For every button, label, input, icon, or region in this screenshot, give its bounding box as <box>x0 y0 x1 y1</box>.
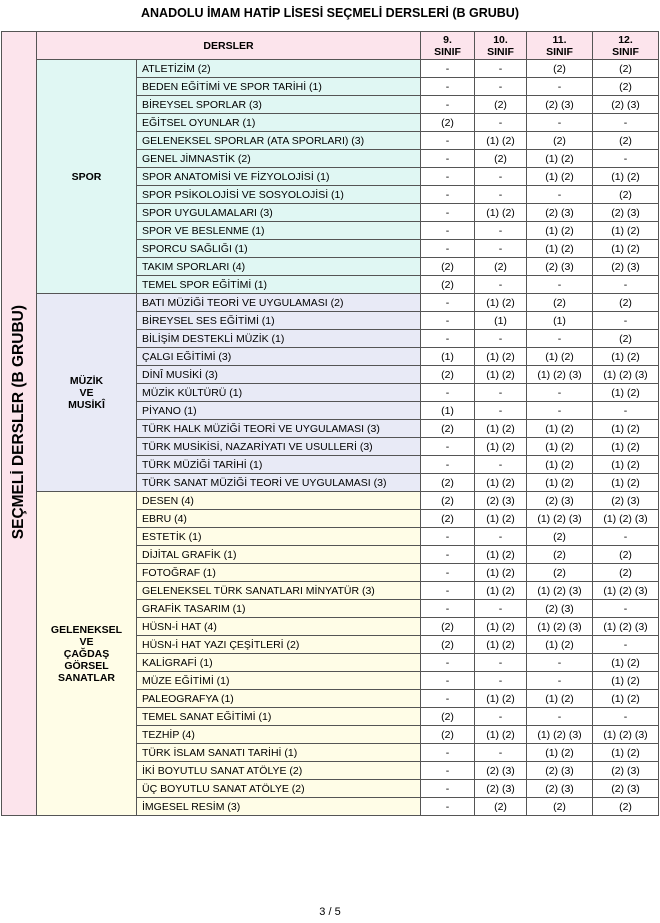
grade-value-9: - <box>421 384 475 402</box>
grade-value-9: - <box>421 330 475 348</box>
course-name: DİJİTAL GRAFİK (1) <box>137 546 421 564</box>
grade-value-10: - <box>475 114 527 132</box>
grade-value-11: (2) (3) <box>527 492 593 510</box>
grade-value-10: (1) (2) <box>475 564 527 582</box>
course-name: BİREYSEL SES EĞİTİMİ (1) <box>137 312 421 330</box>
category-cell <box>37 294 137 492</box>
grade-value-9: - <box>421 600 475 618</box>
grade-value-11: (2) <box>527 132 593 150</box>
grade-value-10: (1) (2) <box>475 636 527 654</box>
grade-value-9: - <box>421 438 475 456</box>
grade-value-12: (2) <box>593 186 659 204</box>
grade-value-9: - <box>421 78 475 96</box>
grade-value-10: - <box>475 654 527 672</box>
grade-value-11: - <box>527 402 593 420</box>
grade-value-10: - <box>475 330 527 348</box>
grade-value-10: - <box>475 276 527 294</box>
grade-value-9: (2) <box>421 618 475 636</box>
grade-value-12: (2) <box>593 330 659 348</box>
grade-value-10: - <box>475 600 527 618</box>
grade-value-10: (2) <box>475 96 527 114</box>
grade-value-11: (1) (2) <box>527 168 593 186</box>
grade-value-10: (1) (2) <box>475 726 527 744</box>
grade-value-11: (1) (2) (3) <box>527 510 593 528</box>
course-name: BATI MÜZİĞİ TEORİ VE UYGULAMASI (2) <box>137 294 421 312</box>
grade-value-11: (1) (2) <box>527 474 593 492</box>
category-label-line: SANATLAR <box>58 671 115 684</box>
grade-value-12: - <box>593 276 659 294</box>
grade-value-12: - <box>593 402 659 420</box>
grade-value-9: - <box>421 690 475 708</box>
grade-value-12: (1) (2) (3) <box>593 726 659 744</box>
grade-value-12: (1) (2) <box>593 240 659 258</box>
grade-value-12: (1) (2) <box>593 348 659 366</box>
course-name: GELENEKSEL TÜRK SANATLARI MİNYATÜR (3) <box>137 582 421 600</box>
grade-value-12: (2) (3) <box>593 762 659 780</box>
category-cell <box>37 60 137 294</box>
page-title: ANADOLU İMAM HATİP LİSESİ SEÇMELİ DERSLERİ (B GRUBU) <box>140 6 519 20</box>
grade-value-10: (1) (2) <box>475 582 527 600</box>
course-name: TÜRK İSLAM SANATI TARİHİ (1) <box>137 744 421 762</box>
grade-value-10: (2) (3) <box>475 780 527 798</box>
grade-value-11: (1) (2) <box>527 438 593 456</box>
course-name: HÜSN-İ HAT (4) <box>137 618 421 636</box>
course-name: ESTETİK (1) <box>137 528 421 546</box>
course-name: HÜSN-İ HAT YAZI ÇEŞİTLERİ (2) <box>137 636 421 654</box>
grade-value-12: (1) (2) <box>593 744 659 762</box>
grade-value-11: (2) (3) <box>527 204 593 222</box>
grade-value-12: - <box>593 708 659 726</box>
grade-value-10: - <box>475 744 527 762</box>
grade-value-11: (1) (2) (3) <box>527 618 593 636</box>
grade-value-12: (2) (3) <box>593 492 659 510</box>
grade-value-9: - <box>421 60 475 78</box>
course-name: TÜRK HALK MÜZİĞİ TEORİ VE UYGULAMASI (3) <box>137 420 421 438</box>
course-row <box>2 60 659 78</box>
grade-value-10: - <box>475 78 527 96</box>
grade-value-10: (1) (2) <box>475 204 527 222</box>
grade-value-12: (1) (2) (3) <box>593 366 659 384</box>
grade-value-11: (1) (2) <box>527 636 593 654</box>
course-name: SPOR UYGULAMALARI (3) <box>137 204 421 222</box>
grade-value-10: (2) <box>475 150 527 168</box>
header-grade-10: 10. SINIF <box>475 32 527 60</box>
grade-value-10: (1) (2) <box>475 546 527 564</box>
course-name: İKİ BOYUTLU SANAT ATÖLYE (2) <box>137 762 421 780</box>
course-name: İMGESEL RESİM (3) <box>137 798 421 816</box>
grade-value-10: - <box>475 186 527 204</box>
grade-value-9: - <box>421 204 475 222</box>
grade-value-9: (2) <box>421 366 475 384</box>
grade-value-12: (1) (2) (3) <box>593 618 659 636</box>
grade-value-11: (2) (3) <box>527 258 593 276</box>
grade-value-12: (2) <box>593 132 659 150</box>
grade-value-11: (1) (2) <box>527 744 593 762</box>
grade-value-10: - <box>475 672 527 690</box>
grade-value-10: - <box>475 384 527 402</box>
course-name: BİREYSEL SPORLAR (3) <box>137 96 421 114</box>
grade-value-11: - <box>527 708 593 726</box>
course-name: BİLİŞİM DESTEKLİ MÜZİK (1) <box>137 330 421 348</box>
grade-value-10: (1) <box>475 312 527 330</box>
grade-value-10: (1) (2) <box>475 132 527 150</box>
grade-value-9: (2) <box>421 636 475 654</box>
grade-value-10: (2) (3) <box>475 762 527 780</box>
grade-value-10: - <box>475 528 527 546</box>
grade-value-10: (1) (2) <box>475 438 527 456</box>
grade-value-9: - <box>421 780 475 798</box>
category-label-line: ÇAĞDAŞ <box>63 647 110 660</box>
grade-value-11: - <box>527 78 593 96</box>
grade-value-9: - <box>421 654 475 672</box>
course-name: TEMEL SANAT EĞİTİMİ (1) <box>137 708 421 726</box>
grade-value-9: (2) <box>421 474 475 492</box>
course-name: BEDEN EĞİTİMİ VE SPOR TARİHİ (1) <box>137 78 421 96</box>
grade-value-11: - <box>527 672 593 690</box>
elective-courses-table <box>1 31 659 816</box>
category-label-line: GÖRSEL <box>64 659 109 672</box>
grade-value-11: (2) <box>527 528 593 546</box>
course-name: ATLETİZİM (2) <box>137 60 421 78</box>
grade-value-9: (1) <box>421 348 475 366</box>
grade-value-9: - <box>421 744 475 762</box>
grade-value-11: (1) (2) (3) <box>527 726 593 744</box>
grade-value-9: - <box>421 546 475 564</box>
course-name: DİNÎ MUSİKİ (3) <box>137 366 421 384</box>
course-name: EĞİTSEL OYUNLAR (1) <box>137 114 421 132</box>
course-name: GELENEKSEL SPORLAR (ATA SPORLARI) (3) <box>137 132 421 150</box>
header-grade-11: 11. SINIF <box>527 32 593 60</box>
course-name: ÇALGI EĞİTİMİ (3) <box>137 348 421 366</box>
course-row <box>2 294 659 312</box>
grade-value-12: (1) (2) <box>593 222 659 240</box>
grade-value-9: (2) <box>421 492 475 510</box>
grade-value-10: (2) <box>475 258 527 276</box>
grade-value-11: (2) (3) <box>527 600 593 618</box>
category-label-line: VE <box>79 635 94 648</box>
category-label-line: MÜZİK <box>69 374 104 387</box>
page-number: 3 / 5 <box>319 906 341 918</box>
grade-value-11: (2) <box>527 60 593 78</box>
grade-value-11: (2) <box>527 564 593 582</box>
grade-value-11: - <box>527 330 593 348</box>
grade-value-11: (1) <box>527 312 593 330</box>
grade-value-9: (2) <box>421 258 475 276</box>
course-name: TEZHİP (4) <box>137 726 421 744</box>
grade-value-12: (2) (3) <box>593 204 659 222</box>
grade-value-9: - <box>421 456 475 474</box>
course-name: SPORCU SAĞLIĞI (1) <box>137 240 421 258</box>
grade-value-10: - <box>475 240 527 258</box>
grade-value-12: (2) <box>593 564 659 582</box>
grade-value-12: (2) <box>593 78 659 96</box>
grade-value-12: (1) (2) <box>593 654 659 672</box>
grade-value-10: - <box>475 456 527 474</box>
grade-value-10: (1) (2) <box>475 618 527 636</box>
grade-value-11: - <box>527 654 593 672</box>
grade-value-10: (2) <box>475 798 527 816</box>
grade-value-10: (1) (2) <box>475 294 527 312</box>
grade-value-12: (2) (3) <box>593 258 659 276</box>
grade-value-12: (2) <box>593 60 659 78</box>
grade-value-9: (1) <box>421 402 475 420</box>
grade-value-12: (2) <box>593 294 659 312</box>
grade-value-11: (2) (3) <box>527 96 593 114</box>
category-label-line: VE <box>79 386 94 399</box>
grade-value-9: - <box>421 582 475 600</box>
course-name: FOTOĞRAF (1) <box>137 564 421 582</box>
grade-value-10: (1) (2) <box>475 510 527 528</box>
course-name: TÜRK MUSİKİSİ, NAZARİYATI VE USULLERİ (3) <box>137 438 421 456</box>
grade-value-12: (1) (2) <box>593 438 659 456</box>
grade-value-9: - <box>421 222 475 240</box>
grade-value-11: (2) <box>527 546 593 564</box>
grade-value-11: - <box>527 384 593 402</box>
course-name: MÜZE EĞİTİMİ (1) <box>137 672 421 690</box>
course-name: TÜRK MÜZİĞİ TARİHİ (1) <box>137 456 421 474</box>
grade-value-9: - <box>421 150 475 168</box>
grade-value-12: (2) <box>593 546 659 564</box>
grade-value-9: - <box>421 132 475 150</box>
course-name: PİYANO (1) <box>137 402 421 420</box>
grade-value-11: (1) (2) <box>527 222 593 240</box>
category-label-line: SPOR <box>71 170 102 183</box>
course-name: MÜZİK KÜLTÜRÜ (1) <box>137 384 421 402</box>
grade-value-9: - <box>421 762 475 780</box>
grade-value-9: - <box>421 168 475 186</box>
header-row <box>2 32 659 60</box>
grade-value-11: (1) (2) <box>527 420 593 438</box>
grade-value-10: - <box>475 168 527 186</box>
grade-value-12: - <box>593 528 659 546</box>
grade-value-9: (2) <box>421 420 475 438</box>
course-name: SPOR ANATOMİSİ VE FİZYOLOJİSİ (1) <box>137 168 421 186</box>
grade-value-12: - <box>593 150 659 168</box>
grade-value-11: (1) (2) <box>527 690 593 708</box>
grade-value-10: - <box>475 402 527 420</box>
category-label-line: MUSİKÎ <box>68 398 105 411</box>
grade-value-12: (1) (2) <box>593 420 659 438</box>
grade-value-12: (1) (2) <box>593 456 659 474</box>
grade-value-10: - <box>475 60 527 78</box>
grade-value-11: (1) (2) <box>527 240 593 258</box>
grade-value-11: - <box>527 114 593 132</box>
header-grade-9: 9. SINIF <box>421 32 475 60</box>
grade-value-11: (1) (2) <box>527 150 593 168</box>
course-name: TEMEL SPOR EĞİTİMİ (1) <box>137 276 421 294</box>
grade-value-12: (1) (2) <box>593 672 659 690</box>
grade-value-12: (1) (2) <box>593 474 659 492</box>
course-name: EBRU (4) <box>137 510 421 528</box>
grade-value-11: (2) <box>527 294 593 312</box>
grade-value-10: - <box>475 708 527 726</box>
grade-value-11: (1) (2) <box>527 348 593 366</box>
grade-value-11: (2) <box>527 798 593 816</box>
grade-value-12: (2) (3) <box>593 780 659 798</box>
grade-value-12: (2) <box>593 798 659 816</box>
category-label-line: GELENEKSEL <box>50 623 123 636</box>
course-name: KALİGRAFİ (1) <box>137 654 421 672</box>
grade-value-9: (2) <box>421 114 475 132</box>
grade-value-11: (1) (2) <box>527 456 593 474</box>
course-name: DESEN (4) <box>137 492 421 510</box>
grade-value-11: (2) (3) <box>527 780 593 798</box>
grade-value-11: (1) (2) (3) <box>527 366 593 384</box>
grade-value-9: - <box>421 312 475 330</box>
grade-value-10: (2) (3) <box>475 492 527 510</box>
grade-value-12: (2) (3) <box>593 96 659 114</box>
course-name: GRAFİK TASARIM (1) <box>137 600 421 618</box>
course-name: TAKIM SPORLARI (4) <box>137 258 421 276</box>
grade-value-9: - <box>421 564 475 582</box>
header-grade-12: 12. SINIF <box>593 32 659 60</box>
grade-value-12: - <box>593 114 659 132</box>
grade-value-12: - <box>593 636 659 654</box>
course-name: SPOR PSİKOLOJİSİ VE SOSYOLOJİSİ (1) <box>137 186 421 204</box>
course-name: PALEOGRAFYA (1) <box>137 690 421 708</box>
grade-value-12: - <box>593 312 659 330</box>
grade-value-9: - <box>421 96 475 114</box>
grade-value-9: - <box>421 528 475 546</box>
grade-value-11: - <box>527 186 593 204</box>
grade-value-9: - <box>421 672 475 690</box>
grade-value-10: (1) (2) <box>475 366 527 384</box>
grade-value-12: (1) (2) <box>593 168 659 186</box>
grade-value-10: (1) (2) <box>475 474 527 492</box>
side-label-cell <box>2 32 37 816</box>
grade-value-9: - <box>421 186 475 204</box>
grade-value-11: - <box>527 276 593 294</box>
header-dersler: DERSLER <box>37 32 421 60</box>
grade-value-10: (1) (2) <box>475 420 527 438</box>
grade-value-12: (1) (2) <box>593 384 659 402</box>
course-name: ÜÇ BOYUTLU SANAT ATÖLYE (2) <box>137 780 421 798</box>
grade-value-12: (1) (2) (3) <box>593 582 659 600</box>
grade-value-9: - <box>421 294 475 312</box>
grade-value-9: (2) <box>421 276 475 294</box>
grade-value-12: (1) (2) (3) <box>593 510 659 528</box>
course-name: TÜRK SANAT MÜZİĞİ TEORİ VE UYGULAMASI (3) <box>137 474 421 492</box>
grade-value-9: (2) <box>421 510 475 528</box>
grade-value-10: - <box>475 222 527 240</box>
grade-value-11: (1) (2) (3) <box>527 582 593 600</box>
category-cell <box>37 492 137 816</box>
grade-value-11: (2) (3) <box>527 762 593 780</box>
grade-value-9: - <box>421 798 475 816</box>
grade-value-9: (2) <box>421 708 475 726</box>
course-name: GENEL JİMNASTİK (2) <box>137 150 421 168</box>
course-name: SPOR VE BESLENME (1) <box>137 222 421 240</box>
grade-value-9: - <box>421 240 475 258</box>
grade-value-9: (2) <box>421 726 475 744</box>
side-label: SEÇMELİ DERSLER (B GRUBU) <box>10 304 27 540</box>
grade-value-12: - <box>593 600 659 618</box>
grade-value-10: (1) (2) <box>475 690 527 708</box>
course-row <box>2 492 659 510</box>
grade-value-10: (1) (2) <box>475 348 527 366</box>
grade-value-12: (1) (2) <box>593 690 659 708</box>
